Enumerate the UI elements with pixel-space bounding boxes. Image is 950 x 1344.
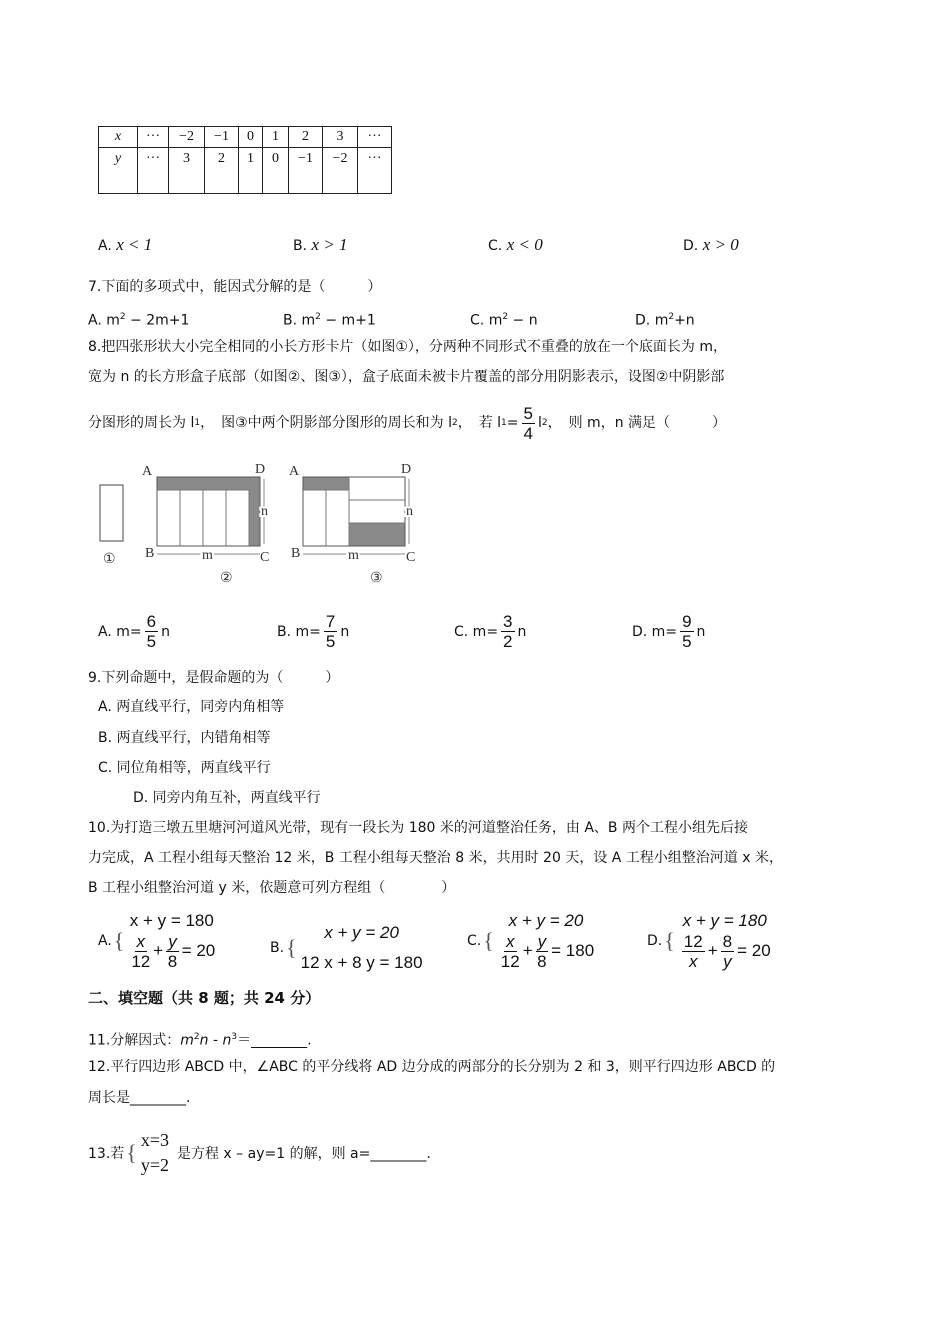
fraction: [522, 404, 535, 443]
exponent: 2: [668, 312, 675, 322]
table-cell: ···: [358, 148, 392, 194]
xy-value-table: [98, 126, 392, 194]
q6-option-b: [293, 235, 348, 256]
q12-line-1: 12.平行四边形 ABCD 中，∠ABC 的平分线将 AD 边分成的两部分的长分别为 2 和 3，则平行四边形 ABCD 的: [88, 1059, 776, 1075]
exponent: 2: [315, 312, 321, 322]
option-expr: x > 1: [311, 235, 348, 254]
table-cell: −1: [205, 127, 239, 148]
exponent: 2: [502, 312, 509, 322]
table-cell: −2: [323, 148, 358, 194]
q6-option-d: [683, 235, 739, 256]
brace-icon: {: [664, 927, 675, 953]
brace-icon: {: [286, 935, 297, 960]
option-label: B. m=: [277, 623, 321, 640]
math: m: [180, 1032, 194, 1049]
table-cell: −2: [169, 127, 205, 148]
exponent: 3: [231, 1032, 238, 1042]
numerator: 12: [683, 932, 703, 951]
option-expr: x < 1: [116, 235, 153, 254]
q8-option-a: [98, 612, 170, 651]
denominator: 4: [523, 423, 533, 443]
numerator: 3: [503, 612, 513, 631]
equation: [128, 932, 215, 971]
q9-option-b: B. 两直线平行，内错角相等: [98, 730, 271, 746]
q10-line-2: 力完成，A 工程小组每天整治 12 米，B 工程小组每天整治 8 米，共用时 20 天，设 A 工程小组整治河道 x 米，: [88, 850, 783, 866]
text: n: [340, 623, 350, 640]
table-cell: −1: [289, 148, 323, 194]
operator: +: [707, 940, 718, 960]
equation: [498, 932, 594, 971]
fraction: [501, 612, 514, 651]
numerator: 7: [325, 612, 336, 631]
shaded-region: [303, 477, 349, 490]
option-expr: +n: [674, 312, 695, 329]
option-label: A.: [88, 312, 102, 329]
table-cell: 3: [169, 148, 205, 194]
denominator: y: [723, 952, 732, 971]
option-expr: m: [106, 312, 120, 329]
dimension-label: m: [202, 548, 213, 563]
shaded-region: [249, 490, 260, 546]
option-label: D. m=: [632, 623, 678, 640]
fig3: [289, 462, 415, 585]
equation: 12 x + 8 y = 180: [300, 953, 423, 972]
q9-option-d: D. 同旁内角互补，两直线平行: [133, 790, 321, 806]
subscript: 1: [194, 418, 201, 428]
option-expr: x > 0: [702, 235, 739, 254]
shaded-region: [157, 477, 260, 490]
equation: x + y = 180: [682, 911, 767, 930]
denominator: 2: [503, 632, 513, 651]
equation: x + y = 180: [129, 911, 214, 930]
q11: [88, 1027, 312, 1051]
equation: x=3: [140, 1130, 169, 1150]
dimension-label: n: [261, 504, 268, 519]
q7-option-d: [635, 307, 695, 331]
shaded-region: [349, 523, 405, 546]
q12-line-2: 周长是________.: [88, 1090, 191, 1106]
option-label: C.: [488, 238, 503, 254]
table-cell: 3: [323, 127, 358, 148]
vertex-label: C: [406, 550, 416, 565]
table-cell: 0: [263, 148, 289, 194]
denominator: 8: [537, 952, 547, 971]
text: l: [537, 415, 542, 431]
numerator: y: [168, 932, 177, 951]
option-expr: − 2m+1: [125, 312, 190, 329]
brace-icon: {: [113, 927, 125, 953]
q10-option-d: [647, 910, 771, 971]
fig2: [142, 462, 269, 585]
q8-figure: [90, 455, 430, 585]
subscript: 2: [541, 418, 548, 428]
denominator: 5: [682, 632, 692, 651]
fig1-label: ①: [103, 552, 116, 567]
fig2-label: ②: [220, 571, 233, 585]
section-heading: 二、填空题（共 8 题；共 24 分）: [88, 989, 321, 1007]
q7-stem: 7.下面的多项式中，能因式分解的是（ ）: [88, 279, 382, 295]
text: n: [161, 623, 170, 640]
dimension-label: m: [348, 548, 359, 563]
fig3-label: ③: [370, 571, 383, 585]
table-cell: x: [99, 127, 138, 148]
rhs: = 20: [737, 940, 771, 960]
numerator: 5: [523, 403, 533, 423]
math: n - n: [199, 1032, 232, 1049]
exponent: 2: [119, 312, 126, 322]
denominator: 5: [146, 632, 157, 651]
option-label: B.: [283, 312, 298, 329]
text: 13.若: [88, 1146, 125, 1162]
q7-option-b: [283, 307, 376, 331]
answer-blank: ＝________.: [237, 1032, 312, 1049]
numerator: 9: [682, 612, 692, 631]
subscript: 1: [501, 418, 507, 428]
vertex-label: A: [142, 464, 153, 479]
q9-option-a: A. 两直线平行，同旁内角相等: [98, 699, 285, 715]
q8-option-c: [454, 612, 526, 651]
denominator: 8: [167, 952, 178, 971]
fraction: [145, 612, 158, 651]
option-label: C. m=: [454, 623, 499, 640]
vertex-label: C: [260, 550, 270, 565]
equation: y=2: [140, 1155, 169, 1175]
fig1-card: [100, 485, 123, 541]
numerator: x: [506, 932, 515, 951]
vertex-label: B: [291, 546, 301, 561]
operator: +: [522, 940, 533, 960]
option-label: D.: [635, 312, 651, 329]
table-cell: 0: [239, 127, 263, 148]
vertex-label: D: [255, 462, 266, 477]
q8-option-d: [632, 612, 705, 651]
exponent: 2: [193, 1032, 200, 1042]
table-cell: ···: [138, 148, 169, 194]
dimension-label: n: [406, 504, 413, 519]
table-cell: 1: [239, 148, 263, 194]
option-expr: m: [301, 312, 316, 329]
option-expr: m: [488, 312, 503, 329]
numerator: x: [136, 932, 146, 951]
option-expr: x < 0: [506, 235, 543, 254]
q7-option-c: [470, 307, 538, 331]
operator: +: [153, 940, 164, 960]
vertex-label: D: [401, 462, 412, 477]
q13: [88, 1128, 431, 1178]
option-label: D.: [683, 238, 699, 254]
denominator: 12: [500, 952, 520, 971]
option-label: B.: [270, 940, 285, 956]
equation: x + y = 20: [508, 911, 584, 930]
vertex-label: A: [289, 464, 300, 479]
text: n: [517, 623, 527, 640]
vertex-label: B: [145, 546, 155, 561]
table-cell: 2: [205, 148, 239, 194]
q10-option-c: [467, 910, 594, 971]
text: ， 若 l: [457, 415, 502, 431]
fraction: [680, 612, 693, 651]
option-label: D.: [647, 932, 663, 949]
option-label: A.: [98, 932, 112, 949]
q9-stem: 9.下列命题中，是假命题的为（ ）: [88, 670, 340, 686]
text: =: [506, 415, 519, 431]
denominator: 5: [325, 632, 336, 651]
table-cell: 1: [263, 127, 289, 148]
q10-line-1: 10.为打造三墩五里塘河河道风光带，现有一段长为 180 米的河道整治任务，由 A、B 两个工程小组先后接: [88, 820, 748, 836]
option-expr: − n: [508, 312, 538, 329]
text: 是方程 x – ay=1 的解，则 a=________.: [176, 1146, 431, 1162]
text: 分图形的周长为 l: [88, 415, 195, 431]
option-label: A. m=: [98, 623, 142, 640]
q10-option-a: [98, 910, 215, 971]
denominator: x: [689, 952, 698, 971]
subscript: 2: [451, 418, 458, 428]
rhs: = 180: [551, 940, 595, 960]
q9-option-c: C. 同位角相等，两直线平行: [98, 760, 271, 776]
option-label: B.: [293, 238, 308, 254]
brace-icon: {: [126, 1140, 137, 1165]
q6-option-a: [98, 235, 152, 256]
q10-option-b: [270, 918, 423, 978]
numerator: y: [537, 932, 547, 951]
text: n: [696, 623, 706, 640]
denominator: 12: [131, 952, 151, 971]
brace-icon: {: [483, 927, 494, 953]
q7-option-a: [88, 307, 189, 331]
option-expr: − m+1: [320, 312, 376, 329]
option-expr: m: [654, 312, 669, 329]
q8-line-3: [88, 400, 726, 446]
option-label: C.: [470, 312, 485, 329]
rhs: = 20: [181, 940, 216, 960]
fraction: [324, 612, 337, 651]
table-cell: 2: [289, 127, 323, 148]
text: ， 图③中两个阴影部分图形的周长和为 l: [200, 415, 452, 431]
numerator: 6: [146, 612, 157, 631]
text: ， 则 m，n 满足（ ）: [547, 415, 727, 431]
option-label: C.: [467, 932, 482, 949]
equation: x + y = 20: [324, 923, 399, 942]
q8-line-2: 宽为 n 的长方形盒子底部（如图②、图③），盒子底面未被卡片覆盖的部分用阴影表示，设图②中阴影部: [88, 369, 725, 385]
text: 11.分解因式：: [88, 1032, 181, 1049]
q8-line-1: 8.把四张形状大小完全相同的小长方形卡片（如图①），分两种不同形式不重叠的放在一个底面长为 m，: [88, 339, 727, 355]
numerator: 8: [722, 932, 733, 951]
option-label: A.: [98, 238, 112, 254]
table-cell: ···: [358, 127, 392, 148]
table-cell: ···: [138, 127, 169, 148]
q8-option-b: [277, 612, 349, 651]
q10-line-3: B 工程小组整治河道 y 米，依题意可列方程组（ ）: [88, 880, 456, 896]
equation: [679, 932, 771, 971]
q6-option-c: [488, 235, 543, 256]
table-cell: y: [99, 148, 138, 194]
